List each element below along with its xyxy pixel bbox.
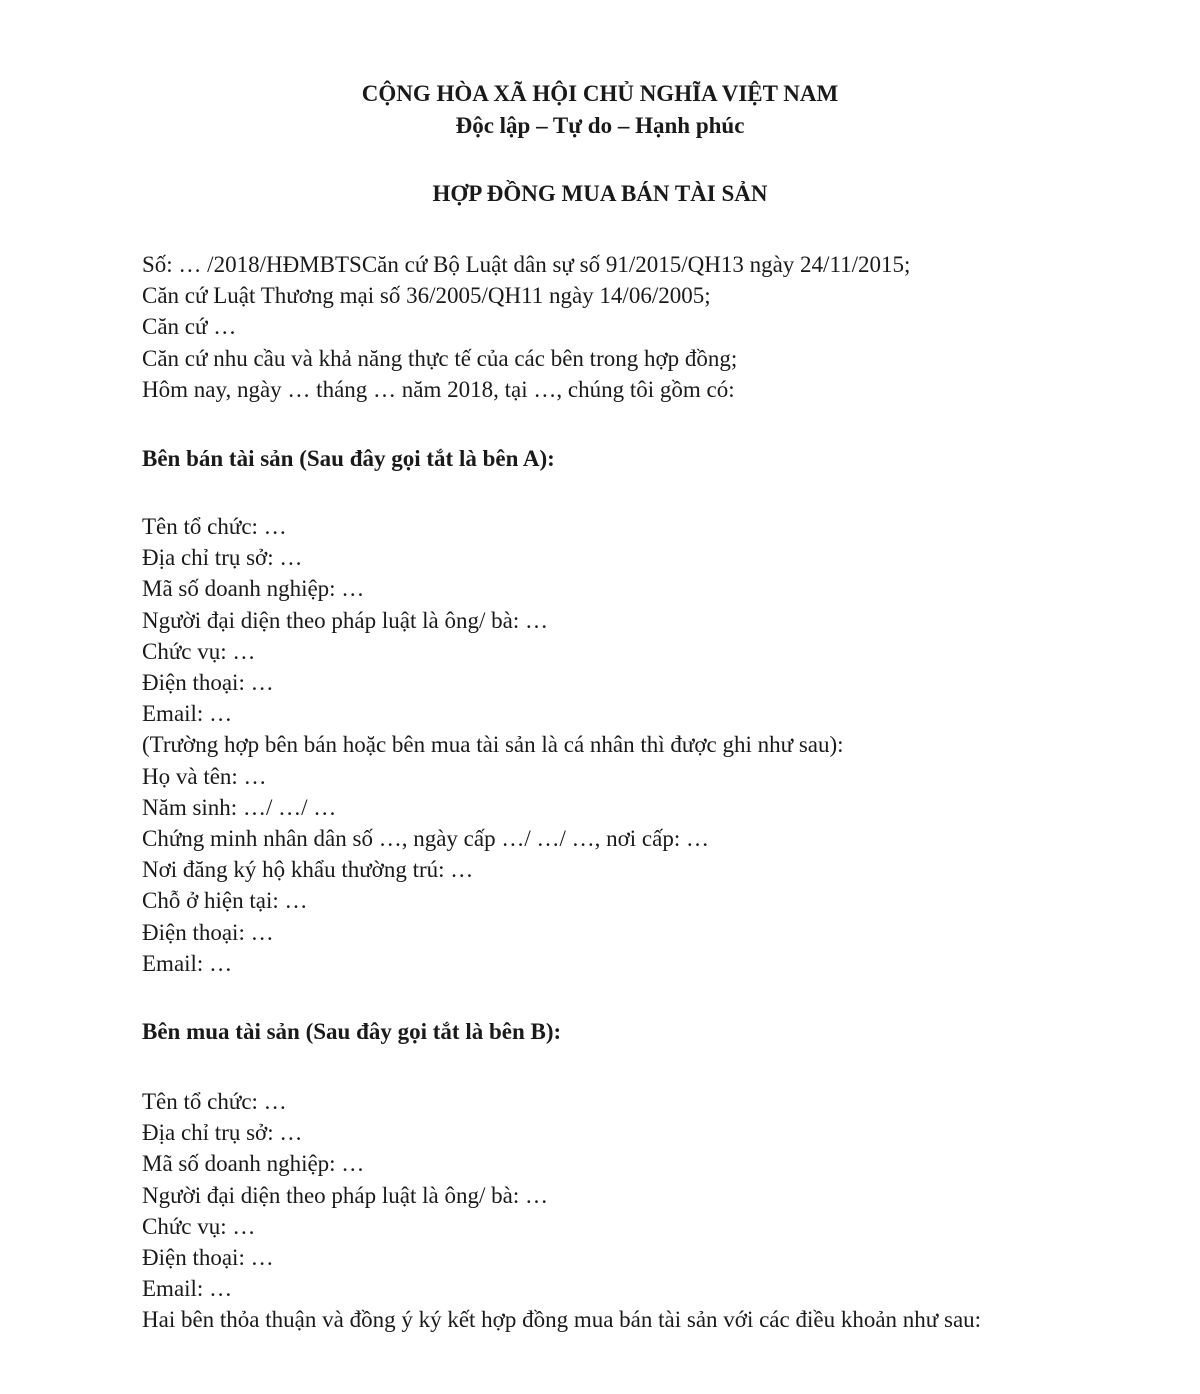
party-a-line: Điện thoại: …	[142, 919, 274, 945]
party-a-line: Chứng minh nhân dân số …, ngày cấp …/ …/ …, nơi cấp: …	[142, 826, 709, 852]
party-a-details	[142, 511, 1142, 979]
party-b-details	[142, 1086, 1142, 1336]
preamble	[142, 249, 1142, 405]
preamble-line: Căn cứ nhu cầu và khả năng thực tế của các bên trong hợp đồng;	[142, 345, 738, 371]
party-a-line: Mã số doanh nghiệp: …	[142, 576, 365, 602]
preamble-line: Hôm nay, ngày … tháng … năm 2018, tại …, chúng tôi gồm có:	[142, 376, 735, 402]
national-motto: Độc lập – Tự do – Hạnh phúc	[455, 113, 745, 138]
party-b-line: Chức vụ: …	[142, 1213, 256, 1239]
party-a-line: Chức vụ: …	[142, 638, 256, 664]
nation-name: CỘNG HÒA XÃ HỘI CHỦ NGHĨA VIỆT NAM	[361, 81, 839, 106]
party-a-line: Người đại diện theo pháp luật là ông/ bà: …	[142, 607, 548, 633]
party-b-line: Tên tổ chức: …	[142, 1089, 287, 1114]
party-a-line: (Trường hợp bên bán hoặc bên mua tài sản là cá nhân thì được ghi như sau):	[142, 732, 844, 758]
preamble-line: Căn cứ …	[142, 314, 237, 340]
preamble-line: Số: … /2018/HĐMBTSCăn cứ Bộ Luật dân sự số 91/2015/QH13 ngày 24/11/2015;	[142, 252, 911, 277]
party-b-line: Mã số doanh nghiệp: …	[142, 1151, 365, 1177]
party-b-line: Hai bên thỏa thuận và đồng ý ký kết hợp đồng mua bán tài sản với các điều khoản như sau:	[142, 1307, 982, 1333]
party-b-line: Điện thoại: …	[142, 1245, 274, 1271]
party-b-line: Địa chỉ trụ sở: …	[142, 1120, 303, 1146]
party-a-line: Điện thoại: …	[142, 670, 274, 696]
preamble-line: Căn cứ Luật Thương mại số 36/2005/QH11 ngày 14/06/2005;	[142, 283, 711, 309]
party-a-line: Năm sinh: …/ …/ …	[142, 794, 337, 820]
document-header	[0, 78, 1200, 142]
party-b-line: Email: …	[142, 1276, 233, 1302]
party-b-heading: Bên mua tài sản (Sau đây gọi tắt là bên B):	[142, 1019, 562, 1044]
document-title: HỢP ĐỒNG MUA BÁN TÀI SẢN	[432, 181, 768, 206]
party-a-line: Địa chỉ trụ sở: …	[142, 545, 303, 571]
party-b-line: Người đại diện theo pháp luật là ông/ bà: …	[142, 1182, 548, 1208]
party-a-line: Tên tổ chức: …	[142, 514, 287, 539]
party-a-line: Email: …	[142, 701, 233, 727]
party-a-line: Email: …	[142, 950, 233, 976]
party-a-line: Họ và tên: …	[142, 763, 267, 789]
party-a-line: Nơi đăng ký hộ khẩu thường trú: …	[142, 857, 474, 883]
party-a-heading: Bên bán tài sản (Sau đây gọi tắt là bên A):	[142, 446, 555, 471]
party-a-line: Chỗ ở hiện tại: …	[142, 888, 308, 914]
